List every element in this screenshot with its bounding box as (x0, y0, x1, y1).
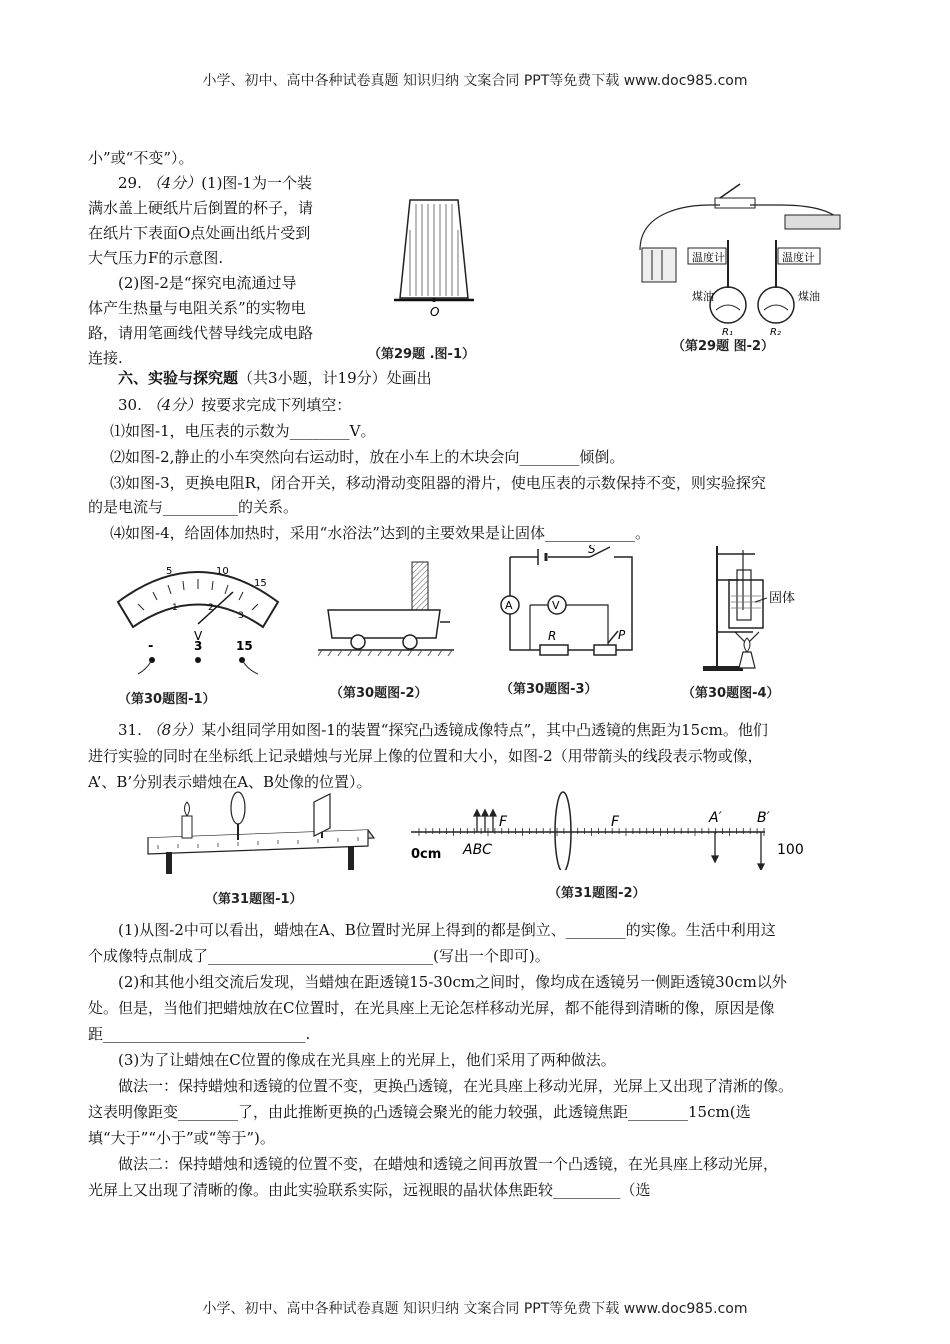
q29-text1: (1)图-1为一个装 (201, 174, 313, 192)
image-b-label: B′ (757, 810, 770, 826)
q29-fig1-caption: （第29题 .图-1） (368, 347, 475, 362)
q30-line1 (118, 395, 898, 415)
q29-circuit-figure (630, 180, 860, 340)
cart-wheel-right (403, 635, 417, 649)
q31-line2: 进行实验的同时在坐标纸上记录蜡烛与光屏上像的位置和大小，如图-2（用带箭头的线段表示物或像， (88, 747, 763, 765)
ground-hatch (318, 650, 452, 656)
point-o-label: O (430, 305, 440, 319)
test-tube (737, 570, 751, 620)
q31-fig2-caption: （第31题图-2） (548, 886, 646, 901)
cart-wheel-left (351, 635, 365, 649)
r2-label: R₂ (770, 327, 781, 338)
q31-line1 (118, 720, 898, 740)
convex-lens (555, 792, 571, 870)
q31-part2c: 距___________________________. (88, 1025, 311, 1043)
focus-right: F (611, 814, 620, 830)
q28-tail: 小”或“不变”）。 (88, 149, 194, 167)
label-v: V (552, 599, 560, 612)
q29-score: （4分） (146, 174, 202, 192)
terminal-minus: - (148, 639, 154, 654)
r1-label: R₁ (722, 327, 733, 338)
q30-fig4-caption: （第30题图-4） (682, 686, 780, 701)
q29-number: 29. (118, 174, 142, 192)
scale-10: 10 (216, 566, 229, 577)
q31-score: （8分） (146, 721, 202, 739)
q31-method1b: 这表明像距变________了，由此推断更换的凸透镜会聚光的能力较强，此透镜焦距________15cm(选 (88, 1103, 751, 1121)
resistor-r (540, 645, 568, 655)
cup-water-lines (410, 204, 458, 296)
beaker (729, 580, 763, 628)
q29-line4: 大气压力F的示意图. (88, 249, 224, 267)
battery-box (642, 248, 676, 282)
section6-rest: （共3小题，计19分）处画出 (238, 369, 432, 387)
q30-item4: ⑷如图-4，给固体加热时，采用“水浴法”达到的主要效果是让固体____________。 (110, 524, 650, 542)
flame (744, 638, 750, 652)
q30-fig2-caption: （第30题图-2） (330, 686, 428, 701)
q31-method1a: 做法一：保持蜡烛和透镜的位置不变，更换凸透镜，在光具座上移动光屏，光屏上又出现了清淅的像。 (118, 1077, 794, 1095)
rheostat-p (594, 645, 616, 655)
q31-part1b: 个成像特点制成了______________________________(写出一个即可)。 (88, 947, 550, 965)
q31-axis-figure (405, 788, 825, 870)
label-s: S (588, 545, 596, 556)
q31-text1: 某小组同学用如图-1的装置“探究凸透镜成像特点”，其中凸透镜的焦距为15cm。他们 (201, 721, 768, 739)
q30-item3b: 的是电流与__________的关系。 (88, 498, 299, 516)
terminal-3: 3 (194, 639, 203, 653)
label-r: R (548, 629, 557, 643)
section6-title: 六、实验与探究题 (118, 369, 239, 387)
scale-inner-2: 2 (208, 603, 214, 613)
q29-line5: (2)图-2是“探究电流通过导 (118, 274, 297, 292)
section6-heading (118, 368, 898, 388)
stand-base (703, 666, 743, 671)
q31-method2a: 做法二：保持蜡烛和透镜的位置不变，在蜡烛和透镜之间再放置一个凸透镜，在光具座上移动光屏， (118, 1155, 779, 1173)
q29-line6: 体产生热量与电阻关系”的实物电 (88, 299, 306, 317)
q30-fig3-caption: （第30题图-3） (500, 682, 598, 697)
q29-line7: 路，请用笔画线代替导线完成电路 (88, 324, 314, 342)
q31-part2a: (2)和其他小组交流后发现，当蜡烛在距透镜15-30cm之间时，像均成在透镜另一侧距透镜30cm以外 (118, 973, 787, 991)
wood-block (412, 562, 428, 610)
q29-line2: 满水盖上硬纸片后倒置的杯子，请 (88, 199, 314, 217)
thermometer2-label: 温度计 (782, 251, 815, 264)
q31-number: 31. (118, 721, 142, 739)
q30-voltmeter-figure (108, 552, 288, 677)
scale-15: 15 (254, 578, 267, 589)
q30-item1: ⑴如图-1，电压表的示数为________V。 (110, 422, 376, 440)
q30-circuit-figure (490, 545, 640, 660)
focus-left: F (499, 814, 508, 830)
switch (715, 198, 755, 208)
q30-intro: 按要求完成下列填空： (201, 396, 352, 414)
meter-unit: V (194, 629, 203, 643)
q30-fig1-caption: （第30题图-1） (118, 692, 216, 707)
q31-part1a: (1)从图-2中可以看出，蜡烛在A、B位置时光屏上得到的都是倒立、________的实像。生活中利用这 (118, 921, 776, 939)
q31-part3: (3)为了让蜡烛在C位置的像成在光具座上的光屏上，他们采用了两种做法。 (118, 1051, 616, 1069)
q30-item3a: ⑶如图-3，更换电阻R，闭合开关，移动滑动变阻器的滑片，使电压表的示数保持不变，则实验探究 (110, 474, 766, 492)
object-arrows (474, 810, 496, 832)
point-o-dot (432, 298, 436, 302)
q31-method2b: 光屏上又出现了清晰的像。由此实验联系实际，远视眼的晶状体焦距较_________（选 (88, 1181, 651, 1199)
q30-item2: ⑵如图-2,静止的小车突然向右运动时，放在小车上的木块会向________倾倒。 (110, 448, 625, 466)
q30-score: （4分） (146, 396, 202, 414)
label-a: A (505, 599, 513, 612)
alcohol-lamp (739, 652, 755, 668)
oil2-label: 煤油 (798, 290, 820, 303)
axis-end-label: 100 (777, 842, 804, 858)
candle-flame (185, 802, 190, 816)
abc-label: ABC (463, 842, 492, 858)
scale-inner-3: 3 (238, 611, 244, 621)
thermometer1-label: 温度计 (692, 251, 725, 264)
scale-5: 5 (166, 566, 173, 577)
voltmeter-needle (198, 592, 233, 624)
lens (231, 792, 245, 824)
q29-line3: 在纸片下表面O点处画出纸片受到 (88, 224, 311, 242)
q31-part2b: 处。但是，当他们把蜡烛放在C位置时，在光具座上无论怎样移动光屏，都不能得到清晰的像，原因是像 (88, 999, 775, 1017)
rheostat (785, 215, 840, 229)
q31-line3: A’、B’分别表示蜡烛在A、B处像的位置）。 (88, 773, 372, 791)
image-arrows (712, 832, 764, 870)
scale-inner-1: 1 (172, 603, 178, 613)
q30-cart-figure (318, 560, 458, 675)
image-a-label: A′ (709, 810, 722, 826)
q31-method1c: 填“大于”“小于”或“等于”)。 (88, 1129, 275, 1147)
page-footer: 小学、初中、高中各种试卷真题 知识归纳 文案合同 PPT等免费下载 www.doc985.com (202, 1301, 748, 1317)
q29-fig2-caption: （第29题 图-2） (672, 339, 775, 354)
q30-waterbath-figure (695, 540, 825, 675)
terminal-15: 15 (236, 639, 253, 653)
cart-body (328, 610, 440, 638)
q30-number: 30. (118, 396, 142, 414)
screen (314, 794, 330, 836)
q31-fig1-caption: （第31题图-1） (205, 892, 303, 907)
q29-cup-figure (370, 190, 500, 330)
label-p: P (618, 628, 626, 642)
page-header: 小学、初中、高中各种试卷真题 知识归纳 文案合同 PPT等免费下载 www.doc985.com (202, 73, 748, 89)
q29-line8: 连接. (88, 349, 123, 367)
axis-start-label: 0cm (411, 847, 442, 862)
solid-label: 固体 (769, 591, 796, 606)
candle (182, 816, 192, 838)
q31-bench-figure (138, 788, 378, 880)
oil1-label: 煤油 (692, 290, 714, 303)
